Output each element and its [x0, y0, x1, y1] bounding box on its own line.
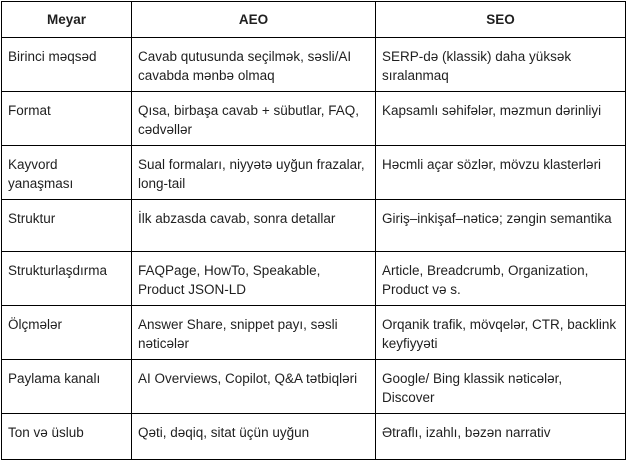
header-seo: SEO	[376, 2, 626, 38]
aeo-cell: Qəti, dəqiq, sitat üçün uyğun	[132, 414, 376, 460]
criterion-cell: Format	[2, 92, 132, 146]
aeo-cell: Cavab qutusunda seçilmək, səsli/AI cavabda mənbə olmaq	[132, 38, 376, 92]
criterion-cell: Kayvord yanaşması	[2, 146, 132, 200]
criterion-cell: Ton və üslub	[2, 414, 132, 460]
criterion-cell: Struktur	[2, 200, 132, 252]
criterion-cell: Strukturlaşdırma	[2, 252, 132, 306]
header-row	[2, 2, 626, 38]
seo-cell: Google/ Bing klassik nəticələr, Discover	[376, 360, 626, 414]
criterion-cell: Paylama kanalı	[2, 360, 132, 414]
aeo-cell: AI Overviews, Copilot, Q&A tətbiqləri	[132, 360, 376, 414]
aeo-cell: Qısa, birbaşa cavab + sübutlar, FAQ, cədvəllər	[132, 92, 376, 146]
seo-cell: Həcmli açar sözlər, mövzu klasterləri	[376, 146, 626, 200]
header-criterion: Meyar	[2, 2, 132, 38]
header-aeo: AEO	[132, 2, 376, 38]
table-row	[2, 252, 626, 306]
seo-cell: Ətraflı, izahlı, bəzən narrativ	[376, 414, 626, 460]
table-row	[2, 38, 626, 92]
table-row	[2, 200, 626, 252]
seo-cell: Orqanik trafik, mövqelər, CTR, backlink keyfiyyəti	[376, 306, 626, 360]
seo-cell: Kapsamlı səhifələr, məzmun dərinliyi	[376, 92, 626, 146]
seo-cell: Article, Breadcrumb, Organization, Product və s.	[376, 252, 626, 306]
aeo-cell: İlk abzasda cavab, sonra detallar	[132, 200, 376, 252]
aeo-cell: Sual formaları, niyyətə uyğun frazalar, long-tail	[132, 146, 376, 200]
aeo-cell: Answer Share, snippet payı, səsli nəticələr	[132, 306, 376, 360]
seo-cell: SERP-də (klassik) daha yüksək sıralanmaq	[376, 38, 626, 92]
table-row	[2, 306, 626, 360]
criterion-cell: Birinci məqsəd	[2, 38, 132, 92]
table-row	[2, 92, 626, 146]
aeo-cell: FAQPage, HowTo, Speakable, Product JSON-LD	[132, 252, 376, 306]
table-row	[2, 414, 626, 460]
criterion-cell: Ölçmələr	[2, 306, 132, 360]
comparison-table	[1, 1, 626, 460]
table-row	[2, 146, 626, 200]
table-row	[2, 360, 626, 414]
seo-cell: Giriş–inkişaf–nəticə; zəngin semantika	[376, 200, 626, 252]
